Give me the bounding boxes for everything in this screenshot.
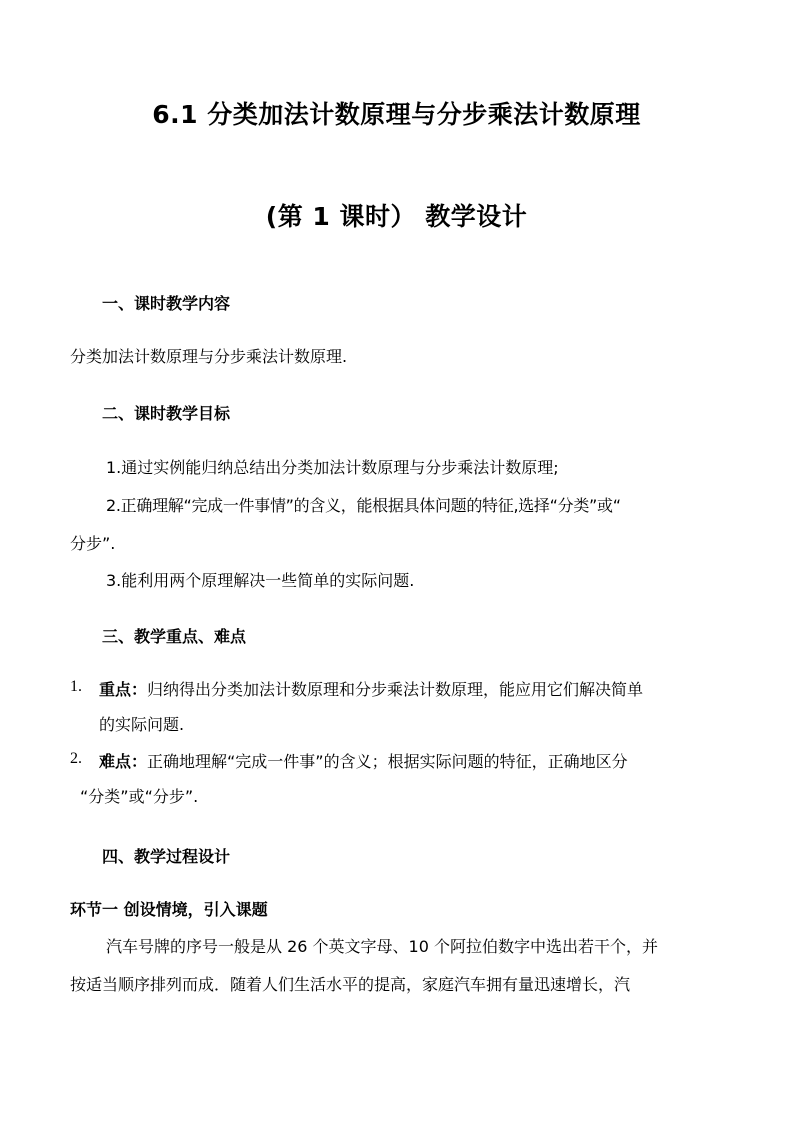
goal-2: 2.正确理解“完成一件事情”的含义，能根据具体问题的特征,选择“分类”或“ [106,496,621,515]
keypoint-text-continued: 的实际问题. [99,715,185,734]
goal-1: 1.通过实例能归纳总结出分类加法计数原理与分步乘法计数原理; [106,458,559,477]
section4-heading: 四、教学过程设计 [102,847,231,866]
keypoint-text: 归纳得出分类加法计数原理和分步乘法计数原理，能应用它们解决简单 [147,680,644,699]
step1-heading: 环节一 创设情境，引入课题 [70,900,268,919]
goal-3: 3.能利用两个原理解决一些简单的实际问题. [106,571,415,590]
section3-heading: 三、教学重点、难点 [102,627,247,646]
keypoint-number: 1. [70,678,82,695]
difficulty-label: 难点： [99,752,148,771]
document-title: 6.1 分类加法计数原理与分步乘法计数原理 [152,100,641,129]
difficulty-text: 正确地理解“完成一件事”的含义；根据实际问题的特征，正确地区分 [147,752,628,771]
difficulty-number: 2. [70,750,82,767]
section1-content: 分类加法计数原理与分步乘法计数原理. [70,347,348,366]
document-subtitle: (第 1 课时） 教学设计 [265,202,528,231]
section1-heading: 一、课时教学内容 [102,294,231,313]
step1-paragraph-line1: 汽车号牌的序号一般是从 26 个英文字母、10 个阿拉伯数字中选出若干个，并 [106,937,658,956]
step1-paragraph-line2: 按适当顺序排列而成．随着人们生活水平的提高，家庭汽车拥有量迅速增长，汽 [70,975,631,994]
section2-heading: 二、课时教学目标 [102,404,231,423]
keypoint-label: 重点： [99,680,148,699]
keypoint-item [99,677,643,700]
difficulty-text-continued: “分类”或“分步”. [80,787,199,806]
difficulty-item [99,749,628,772]
goal-2-continued: 分步”. [70,534,116,553]
